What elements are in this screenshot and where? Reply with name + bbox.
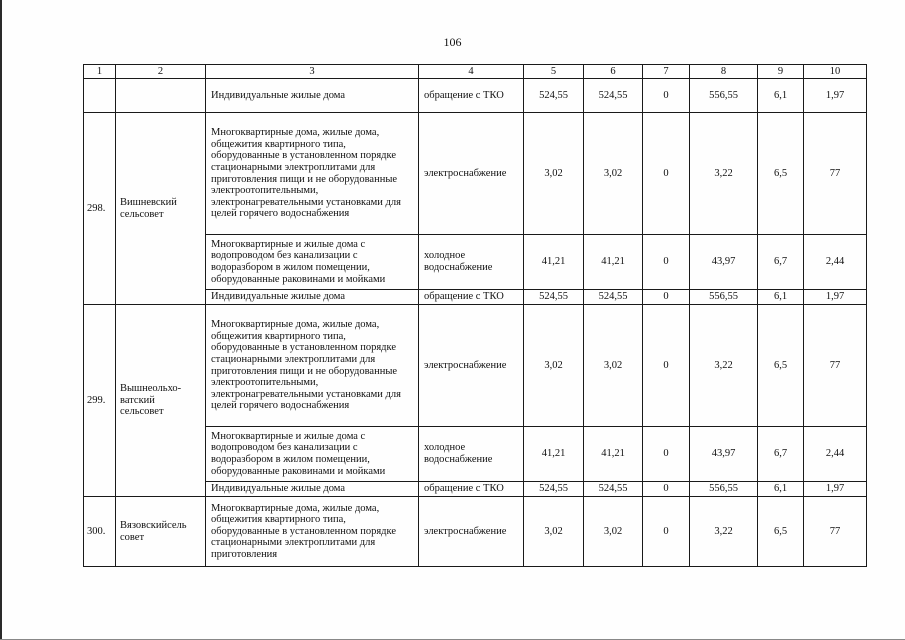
value-cell: 3,22 [690,305,758,427]
value-cell: 6,5 [758,113,804,235]
value-cell: 3,02 [584,497,643,567]
value-cell: 77 [804,305,867,427]
table-row [84,497,867,567]
row-index: 298. [84,113,116,305]
value-cell: 3,02 [524,497,584,567]
column-number: 7 [643,65,690,79]
value-cell: 0 [643,235,690,290]
utility-service: электроснабжение [419,305,524,427]
column-number: 6 [584,65,643,79]
settlement-name [116,79,206,113]
value-cell: 0 [643,305,690,427]
value-cell: 524,55 [584,290,643,305]
value-cell: 524,55 [524,79,584,113]
settlement-name: Вишневский сельсовет [116,113,206,305]
value-cell: 3,02 [584,113,643,235]
page-number: 106 [443,35,462,49]
value-cell: 41,21 [584,235,643,290]
value-cell: 6,5 [758,305,804,427]
value-cell: 6,1 [758,482,804,497]
housing-category: Многоквартирные и жилые дома с водопроводом без канализации с водоразбором в жилом помещении, оборудованные раковинами и мойками [206,235,419,290]
settlement-name: Вышнеольхо-ватский сельсовет [116,305,206,497]
value-cell: 3,02 [584,305,643,427]
value-cell: 43,97 [690,427,758,482]
utility-service: обращение с ТКО [419,79,524,113]
value-cell: 77 [804,113,867,235]
housing-category: Индивидуальные жилые дома [206,290,419,305]
value-cell: 77 [804,497,867,567]
value-cell: 6,5 [758,497,804,567]
utility-service: холодное водоснабжение [419,235,524,290]
value-cell: 2,44 [804,427,867,482]
row-index [84,79,116,113]
value-cell: 6,1 [758,79,804,113]
value-cell: 3,02 [524,305,584,427]
value-cell: 2,44 [804,235,867,290]
value-cell: 1,97 [804,482,867,497]
value-cell: 1,97 [804,290,867,305]
value-cell: 6,1 [758,290,804,305]
housing-category: Многоквартирные дома, жилые дома, общежития квартирного типа, оборудованные в установленном порядке стационарными электроплитами для приготовления пищи и не оборудованные электроотопительными, электронагревательными установками для целей горячего водоснабжения [206,113,419,235]
row-index: 300. [84,497,116,567]
value-cell: 556,55 [690,482,758,497]
settlement-name: Вязовскийсель совет [116,497,206,567]
value-cell: 0 [643,290,690,305]
utility-service: обращение с ТКО [419,290,524,305]
tariff-table [83,64,867,567]
column-number: 2 [116,65,206,79]
value-cell: 6,7 [758,427,804,482]
value-cell: 0 [643,482,690,497]
utility-service: электроснабжение [419,113,524,235]
housing-category: Индивидуальные жилые дома [206,79,419,113]
value-cell: 524,55 [524,290,584,305]
housing-category: Многоквартирные и жилые дома с водопроводом без канализации с водоразбором в жилом помещении, оборудованные раковинами и мойками [206,427,419,482]
value-cell: 0 [643,79,690,113]
column-number: 5 [524,65,584,79]
utility-service: холодное водоснабжение [419,427,524,482]
value-cell: 524,55 [584,482,643,497]
value-cell: 3,22 [690,497,758,567]
utility-service: обращение с ТКО [419,482,524,497]
value-cell: 556,55 [690,290,758,305]
column-number: 10 [804,65,867,79]
value-cell: 43,97 [690,235,758,290]
row-index: 299. [84,305,116,497]
value-cell: 41,21 [524,235,584,290]
value-cell: 41,21 [584,427,643,482]
value-cell: 556,55 [690,79,758,113]
column-number-row [84,65,867,79]
housing-category: Многоквартирные дома, жилые дома, общежития квартирного типа, оборудованные в установленном порядке стационарными электроплитами для приготовления пищи и не оборудованные электроотопительными, электронагревательными установками для целей горячего водоснабжения [206,305,419,427]
table-row [84,113,867,235]
value-cell: 0 [643,113,690,235]
utility-service: электроснабжение [419,497,524,567]
column-number: 1 [84,65,116,79]
scan-edge [0,0,2,640]
column-number: 8 [690,65,758,79]
table-row [84,305,867,427]
value-cell: 41,21 [524,427,584,482]
housing-category: Многоквартирные дома, жилые дома, общежития квартирного типа, оборудованные в установленном порядке стационарными электроплитами для приготовления [206,497,419,567]
housing-category: Индивидуальные жилые дома [206,482,419,497]
value-cell: 3,22 [690,113,758,235]
value-cell: 3,02 [524,113,584,235]
value-cell: 1,97 [804,79,867,113]
value-cell: 524,55 [524,482,584,497]
value-cell: 0 [643,497,690,567]
value-cell: 0 [643,427,690,482]
column-number: 9 [758,65,804,79]
table-row [84,79,867,113]
column-number: 3 [206,65,419,79]
value-cell: 6,7 [758,235,804,290]
value-cell: 524,55 [584,79,643,113]
column-number: 4 [419,65,524,79]
